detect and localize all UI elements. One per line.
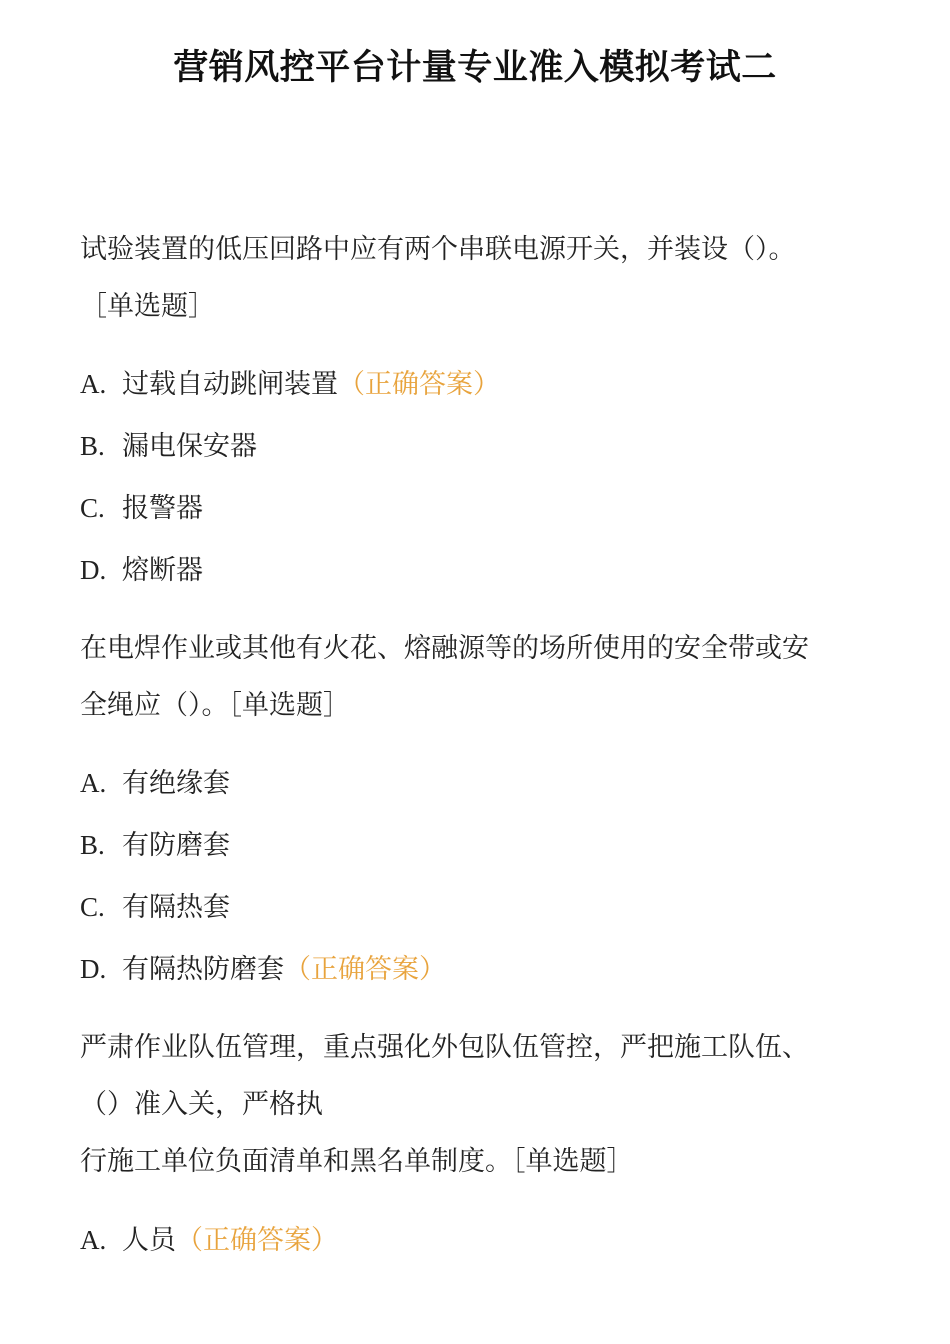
question-1-option-b [80, 428, 257, 465]
option-text: 有隔热防磨套 [122, 954, 284, 985]
question-stem-line: 行施工单位负面清单和黑名单制度。［单选题］ [80, 1146, 634, 1177]
question-stem-line: 全绳应（）。［单选题］ [80, 690, 350, 721]
option-letter: A. [80, 768, 107, 798]
question-1-option-a [80, 366, 500, 403]
correct-answer-mark: （正确答案） [176, 1225, 338, 1256]
question-stem-line: 在电焊作业或其他有火花、熔融源等的场所使用的安全带或安 [80, 633, 809, 664]
question-3-stem [80, 1019, 870, 1190]
option-letter: A. [80, 1225, 107, 1255]
question-stem-line: ［单选题］ [80, 291, 215, 322]
option-text: 有绝缘套 [122, 768, 230, 799]
option-letter: B. [80, 830, 105, 860]
correct-answer-mark: （正确答案） [284, 954, 446, 985]
option-text: 有隔热套 [122, 892, 230, 923]
question-2-option-a [80, 765, 230, 802]
question-2-option-c [80, 889, 230, 926]
correct-answer-mark: （正确答案） [338, 369, 500, 400]
question-1-option-c [80, 490, 203, 527]
option-letter: A. [80, 369, 107, 399]
option-text: 漏电保安器 [122, 431, 257, 462]
option-letter: D. [80, 954, 107, 984]
option-letter: C. [80, 493, 105, 523]
question-2-stem [80, 620, 870, 734]
question-1-stem [80, 221, 870, 335]
question-2-option-d [80, 951, 446, 988]
option-text: 有防磨套 [122, 830, 230, 861]
option-letter: B. [80, 431, 105, 461]
question-stem-line: （）准入关，严格执 [80, 1089, 323, 1120]
option-text: 过载自动跳闸装置 [122, 369, 338, 400]
question-stem-line: 试验装置的低压回路中应有两个串联电源开关，并装设（）。 [80, 234, 796, 265]
option-letter: C. [80, 892, 105, 922]
question-1-option-d [80, 552, 203, 589]
option-text: 报警器 [122, 493, 203, 524]
document-title: 营销风控平台计量专业准入模拟考试二 [173, 48, 777, 88]
option-letter: D. [80, 555, 107, 585]
question-2-option-b [80, 827, 230, 864]
option-text: 熔断器 [122, 555, 203, 586]
question-3-option-a [80, 1222, 338, 1259]
question-stem-line: 严肃作业队伍管理，重点强化外包队伍管控，严把施工队伍、 [80, 1032, 809, 1063]
option-text: 人员 [122, 1225, 176, 1256]
